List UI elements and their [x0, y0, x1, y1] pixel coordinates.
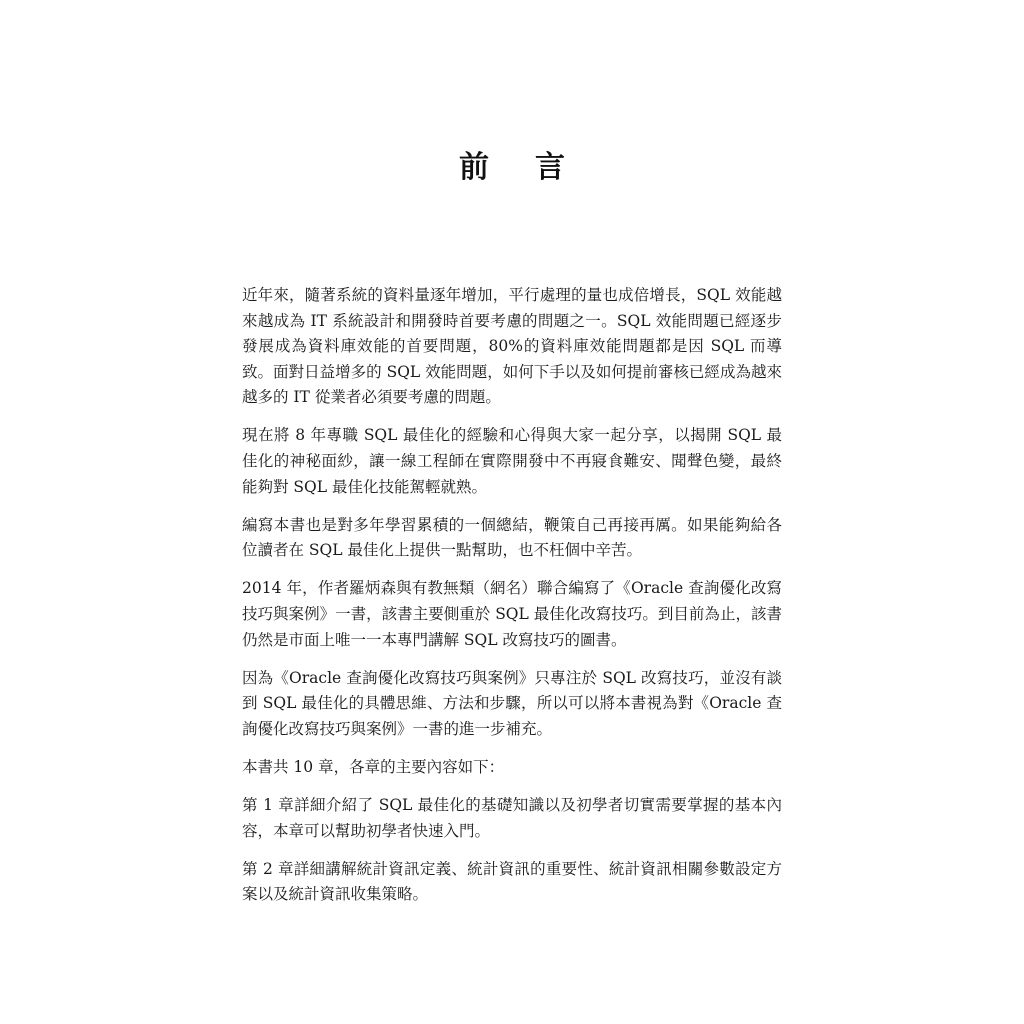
paragraph-8: 第 2 章詳細講解統計資訊定義、統計資訊的重要性、統計資訊相關參數設定方案以及統計資訊收集策略。: [242, 859, 782, 904]
paragraph-2: 現在將 8 年專職 SQL 最佳化的經驗和心得與大家一起分享，以揭開 SQL 最佳化的神秘面紗，讓一線工程師在實際開發中不再寢食難安、聞聲色變，最終能夠對 SQL 最佳化技能駕輕就熟。: [242, 426, 782, 496]
paragraph-4: 2014 年，作者羅炳森與有教無類（網名）聯合編寫了《Oracle 查詢優化改寫技巧與案例》一書，該書主要側重於 SQL 最佳化改寫技巧。到目前為止，該書仍然是市面上唯一一本專門講解 SQL 改寫技巧的圖書。: [242, 579, 782, 649]
paragraph-7: 第 1 章詳細介紹了 SQL 最佳化的基礎知識以及初學者切實需要掌握的基本內容，本章可以幫助初學者快速入門。: [242, 796, 782, 840]
paragraph-3: 編寫本書也是對多年學習累積的一個總結，鞭策自己再接再厲。如果能夠給各位讀者在 SQL 最佳化上提供一點幫助，也不枉個中辛苦。: [242, 515, 782, 560]
page-title: 前言: [459, 150, 611, 185]
body-text: [242, 283, 782, 920]
paragraph-5: 因為《Oracle 查詢優化改寫技巧與案例》只專注於 SQL 改寫技巧，並沒有談到 SQL 最佳化的具體思維、方法和步驟，所以可以將本書視為對《Oracle 查詢優化改寫技巧與案例》一書的進一步補充。: [242, 668, 782, 738]
paragraph-1: 近年來，隨著系統的資料量逐年增加，平行處理的量也成倍增長，SQL 效能越來越成為 IT 系統設計和開發時首要考慮的問題之一。SQL 效能問題已經逐步發展成為資料庫效能的首要問題，80%的資料庫效能問題都是因 SQL 而導致。面對日益增多的 SQL 效能問題，如何下手以及如何提前審核已經成為越來越多的 IT 從業者必須要考慮的問題。: [242, 286, 782, 407]
paragraph-6: 本書共 10 章，各章的主要內容如下：: [242, 758, 505, 776]
